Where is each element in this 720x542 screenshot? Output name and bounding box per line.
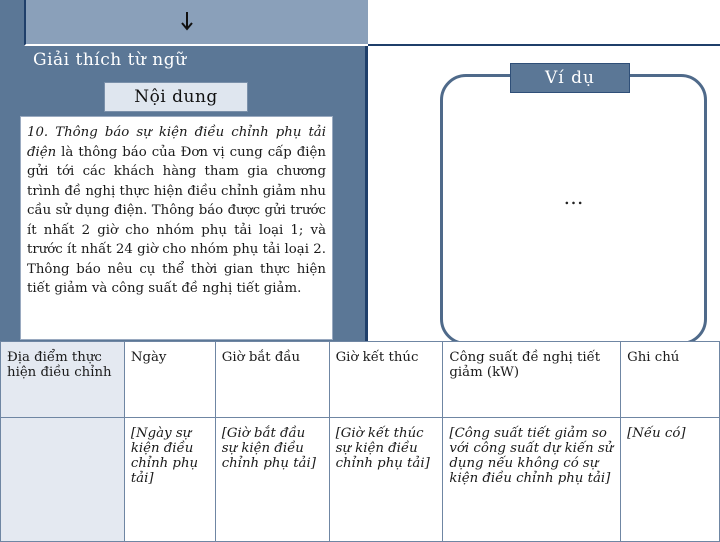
definition-box <box>20 116 333 340</box>
cell-capacity[interactable]: [Công suất tiết giảm so với công suất dự kiến sử dụng nếu không có sự kiện điều chỉnh phụ tải] <box>443 418 621 542</box>
header-capacity: Công suất đề nghị tiết giảm (kW) <box>443 342 621 418</box>
example-placeholder: … <box>563 185 584 209</box>
example-box <box>440 74 707 345</box>
header-notes: Ghi chú <box>621 342 720 418</box>
cell-start-time[interactable]: [Giờ bắt đầu sự kiện điều chỉnh phụ tải] <box>215 418 329 542</box>
table-header-row <box>1 342 720 418</box>
definition-term: 10. Thông báo sự kiện điều chỉnh phụ tải điện <box>27 125 326 160</box>
schedule-table <box>0 341 720 542</box>
cell-location[interactable] <box>1 418 125 542</box>
header-start-time: Giờ bắt đầu <box>215 342 329 418</box>
content-header: Nội dung <box>104 82 248 112</box>
top-frame <box>24 0 368 46</box>
header-end-time: Giờ kết thúc <box>329 342 443 418</box>
section-title: Giải thích từ ngữ <box>33 50 187 70</box>
header-date: Ngày <box>124 342 215 418</box>
down-arrow-icon <box>178 10 196 32</box>
top-right-frame <box>368 0 720 46</box>
header-location: Địa điểm thực hiện điều chỉnh <box>1 342 125 418</box>
table-row <box>1 418 720 542</box>
cell-date[interactable]: [Ngày sự kiện điều chỉnh phụ tải] <box>124 418 215 542</box>
cell-end-time[interactable]: [Giờ kết thúc sự kiện điều chỉnh phụ tải] <box>329 418 443 542</box>
definition-body: là thông báo của Đơn vị cung cấp điện gửi tới các khách hàng tham gia chương trình đề nghị thực hiện điều chỉnh giảm nhu cầu sử dụng điện. Thông báo được gửi trước ít nhất 2 giờ cho nhóm phụ tải loại 1; và trước ít nhất 24 giờ cho nhóm phụ tải loại 2. Thông báo nêu cụ thể thời gian thực hiện tiết giảm và công suất đề nghị tiết giảm. <box>27 144 326 296</box>
cell-notes[interactable]: [Nếu có] <box>621 418 720 542</box>
example-header: Ví dụ <box>510 63 630 93</box>
